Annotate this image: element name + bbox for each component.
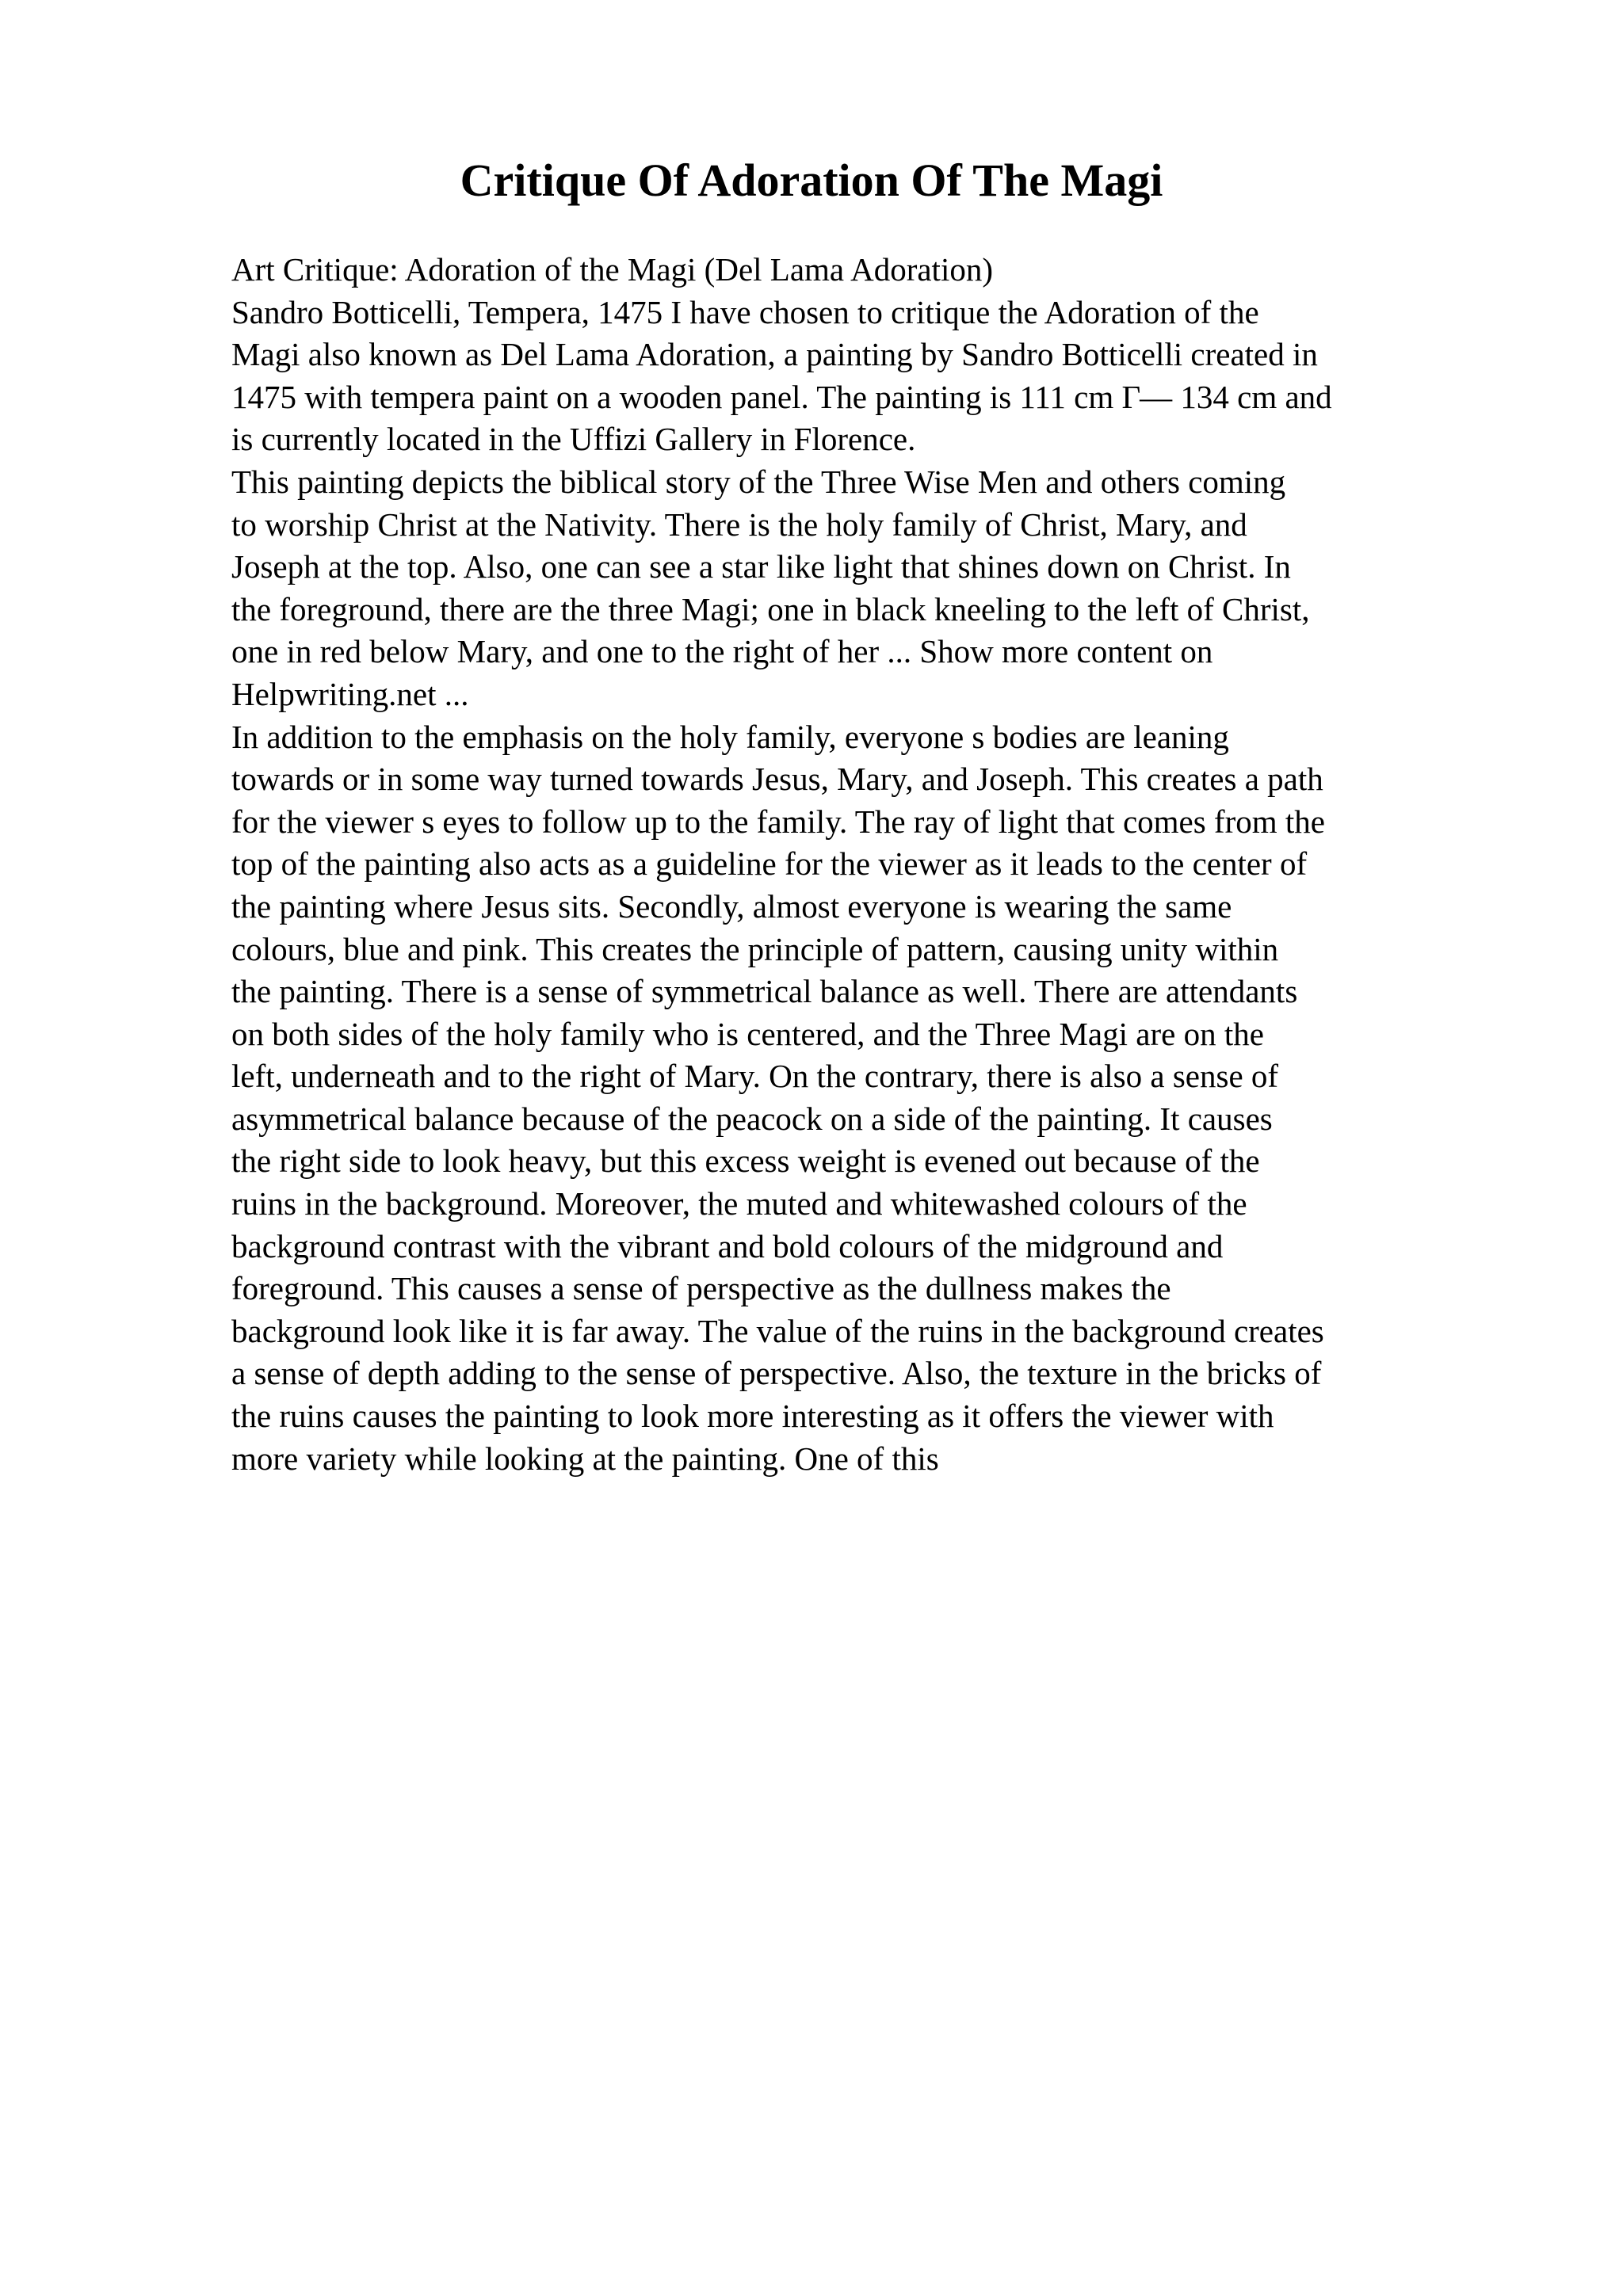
body-line: on both sides of the holy family who is centered, and the Three Magi are on the <box>231 1015 1264 1052</box>
body-line: ruins in the background. Moreover, the muted and whitewashed colours of the <box>231 1185 1247 1222</box>
body-line: the painting. There is a sense of symmetrical balance as well. There are attendants <box>231 973 1298 1010</box>
body-line: the foreground, there are the three Magi; one in black kneeling to the left of Christ, <box>231 590 1310 627</box>
body-line: Magi also known as Del Lama Adoration, a painting by Sandro Botticelli created in <box>231 336 1318 373</box>
source-link-line: Helpwriting.net ... <box>231 675 469 712</box>
body-line: to worship Christ at the Nativity. There is the holy family of Christ, Mary, and <box>231 505 1247 543</box>
body-line: a sense of depth adding to the sense of perspective. Also, the texture in the bricks of <box>231 1355 1322 1392</box>
document-body <box>231 249 1515 1480</box>
body-line: top of the painting also acts as a guideline for the viewer as it leads to the center of <box>231 845 1308 883</box>
body-line: more variety while looking at the painting. One of this <box>231 1440 939 1477</box>
body-line: Art Critique: Adoration of the Magi (Del Lama Adoration) <box>231 251 993 288</box>
document-title: Critique Of Adoration Of The Magi <box>460 154 1163 206</box>
body-line: In addition to the emphasis on the holy family, everyone s bodies are leaning <box>231 718 1229 755</box>
body-line: asymmetrical balance because of the peacock on a side of the painting. It causes <box>231 1100 1273 1137</box>
body-line: left, underneath and to the right of Mary. On the contrary, there is also a sense of <box>231 1058 1279 1095</box>
body-line: is currently located in the Uffizi Gallery in Florence. <box>231 421 916 458</box>
body-line: This painting depicts the biblical story of the Three Wise Men and others coming <box>231 463 1286 500</box>
body-line: for the viewer s eyes to follow up to the family. The ray of light that comes from the <box>231 803 1325 840</box>
body-line: colours, blue and pink. This creates the principle of pattern, causing unity within <box>231 930 1279 967</box>
body-line: background look like it is far away. The value of the ruins in the background creates <box>231 1312 1324 1349</box>
body-line: 1475 with tempera paint on a wooden panel. The painting is 111 cm Г— 134 cm and <box>231 378 1332 415</box>
body-line: the ruins causes the painting to look more interesting as it offers the viewer with <box>231 1398 1274 1435</box>
body-line: one in red below Mary, and one to the right of her ... Show more content on <box>231 633 1213 670</box>
body-line: the right side to look heavy, but this excess weight is evened out because of the <box>231 1142 1260 1180</box>
body-line: towards or in some way turned towards Jesus, Mary, and Joseph. This creates a path <box>231 761 1323 798</box>
body-line: foreground. This causes a sense of perspective as the dullness makes the <box>231 1270 1171 1307</box>
body-line: Sandro Botticelli, Tempera, 1475 I have chosen to critique the Adoration of the <box>231 293 1259 330</box>
body-line: Joseph at the top. Also, one can see a star like light that shines down on Christ. In <box>231 548 1291 585</box>
body-line: the painting where Jesus sits. Secondly, almost everyone is wearing the same <box>231 887 1232 925</box>
body-line: background contrast with the vibrant and bold colours of the midground and <box>231 1227 1224 1264</box>
